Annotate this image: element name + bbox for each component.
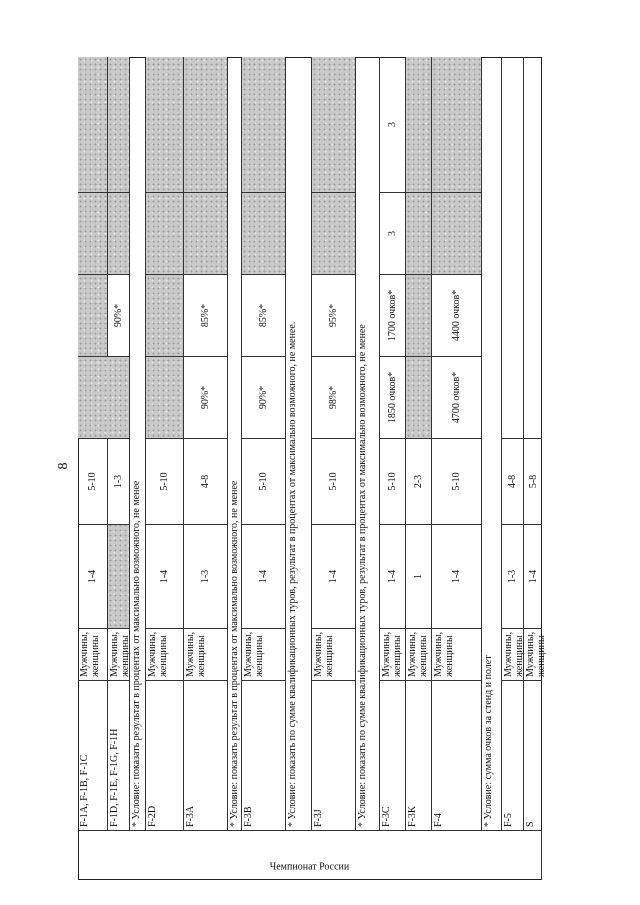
place-cell xyxy=(380,524,406,628)
place-cell xyxy=(380,438,406,524)
shaded-cell xyxy=(406,57,432,192)
class-label: F-4 xyxy=(433,813,444,827)
shaded-cell xyxy=(432,192,482,274)
class-label: F-3K xyxy=(407,805,418,827)
class-label: F-2D xyxy=(147,805,158,827)
count-cell xyxy=(380,192,406,274)
value: 5-8 xyxy=(527,474,539,489)
value: 98%* xyxy=(328,385,339,410)
value: 1-3 xyxy=(200,569,211,584)
value: 85%* xyxy=(258,303,269,328)
gender-label: Мужчины, женщины xyxy=(185,631,207,677)
gender-label: Мужчины, женщины xyxy=(433,631,455,677)
gender-label: Мужчины, женщины xyxy=(79,631,101,677)
note-text: * Условие: показать по сумме квалификационных туров, результат в процентах от максимально возможного, не менее xyxy=(357,324,368,827)
place-cell xyxy=(146,438,184,524)
note-row xyxy=(482,57,502,830)
percent-cell xyxy=(312,356,356,438)
place-cell xyxy=(184,524,228,628)
table-row-cls xyxy=(380,680,406,830)
value: 2-3 xyxy=(413,474,424,489)
class-label: F-3C xyxy=(381,806,392,827)
place-cell xyxy=(502,524,524,628)
gender-cell xyxy=(184,628,228,680)
gender-cell xyxy=(502,628,524,680)
gender-label: Мужчины, женщины xyxy=(381,631,403,677)
note-text: * Условие: показать результат в процентах от максимально возможного, не менее xyxy=(229,480,240,827)
shaded-cell xyxy=(78,192,108,274)
note-row xyxy=(228,57,242,830)
gender-label: Мужчины, женщины xyxy=(147,631,169,677)
gender-cell xyxy=(242,628,286,680)
shaded-cell xyxy=(184,192,228,274)
place-cell xyxy=(146,524,184,628)
shaded-cell xyxy=(146,274,184,356)
points-cell xyxy=(380,356,406,438)
table-row-cls xyxy=(242,680,286,830)
place-cell xyxy=(502,438,524,524)
value: 90%* xyxy=(113,303,124,328)
shaded-cell xyxy=(146,192,184,274)
percent-cell xyxy=(184,356,228,438)
percent-cell xyxy=(184,274,228,356)
shaded-cell xyxy=(108,192,130,274)
class-label: F-1A, F-1B, F-1C xyxy=(79,754,90,827)
shaded-cell xyxy=(184,57,228,192)
value: 95%* xyxy=(328,303,339,328)
class-label: F-3A xyxy=(185,805,196,827)
note-row xyxy=(286,57,312,830)
shaded-cell xyxy=(406,356,432,438)
shaded-cell xyxy=(432,57,482,192)
place-cell xyxy=(432,524,482,628)
value: 90%* xyxy=(258,385,269,410)
value: 1-4 xyxy=(328,569,339,584)
place-cell xyxy=(108,438,130,524)
table-row-cls xyxy=(406,680,432,830)
place-cell xyxy=(524,524,542,628)
value: 1-4 xyxy=(159,569,170,584)
percent-cell xyxy=(242,274,286,356)
place-cell xyxy=(78,438,108,524)
value: 4-8 xyxy=(200,474,211,489)
value: 1-3 xyxy=(507,569,518,584)
gender-label: Мужчины, женщины xyxy=(313,631,335,677)
gender-cell xyxy=(380,628,406,680)
note-text: * Условие: показать по сумме квалификационных туров, результат в процентах от максимально возможного, не менее. xyxy=(287,321,298,827)
percent-cell xyxy=(312,274,356,356)
points-cell xyxy=(432,356,482,438)
empty-cell xyxy=(524,57,542,438)
shaded-cell xyxy=(312,192,356,274)
place-cell xyxy=(406,438,432,524)
shaded-cell xyxy=(108,524,130,628)
percent-cell xyxy=(242,356,286,438)
place-cell xyxy=(242,438,286,524)
value: 1 xyxy=(413,574,424,579)
value: 5-10 xyxy=(387,472,398,491)
value: 3 xyxy=(387,231,398,236)
place-cell xyxy=(78,524,108,628)
note-text: * Условие: показать результат в процентах от максимально возможного, не менее xyxy=(131,480,142,827)
value: 5-10 xyxy=(87,472,98,491)
class-label: F-3B xyxy=(243,806,254,827)
note-text: * Условие: сумма очков за стенд и полет xyxy=(483,655,494,827)
place-cell xyxy=(432,438,482,524)
shaded-cell xyxy=(146,57,184,192)
gender-cell xyxy=(432,628,482,680)
shaded-cell xyxy=(406,274,432,356)
category-label: Чемпионат России xyxy=(269,861,350,873)
value: 1-4 xyxy=(258,569,269,584)
shaded-cell xyxy=(242,192,286,274)
value: 5-10 xyxy=(328,472,339,491)
place-cell xyxy=(184,438,228,524)
gender-cell xyxy=(524,628,547,680)
table-row-cls xyxy=(524,680,542,830)
percent-cell xyxy=(108,274,130,356)
value: 3 xyxy=(387,122,398,127)
value: 1-4 xyxy=(451,569,462,584)
gender-label: Мужчины, женщины xyxy=(503,631,525,677)
class-label: F-1D, F-1E, F-1G, F-1H xyxy=(109,728,120,827)
gender-cell xyxy=(406,628,432,680)
note-row xyxy=(130,57,146,830)
value: 90%* xyxy=(200,385,211,410)
table-row-cls xyxy=(502,680,524,830)
table-row-cls xyxy=(108,680,130,830)
shaded-cell xyxy=(78,356,130,438)
gender-cell xyxy=(312,628,356,680)
value: 1700 очков* xyxy=(387,289,398,342)
shaded-cell xyxy=(242,57,286,192)
shaded-cell xyxy=(78,57,108,192)
gender-label: Мужчины, женщины xyxy=(109,631,131,677)
value: 4700 очков* xyxy=(451,371,462,424)
note-row xyxy=(356,57,380,830)
table-row-cls xyxy=(432,680,482,830)
shaded-cell xyxy=(406,192,432,274)
place-cell xyxy=(312,524,356,628)
gender-cell xyxy=(108,628,130,680)
shaded-cell xyxy=(312,57,356,192)
empty-cell xyxy=(502,57,524,438)
value: 1-4 xyxy=(87,569,98,584)
place-cell xyxy=(406,524,432,628)
category-cell xyxy=(78,830,542,880)
value: 85%* xyxy=(200,303,211,328)
class-label: S xyxy=(525,821,536,827)
table-row-cls xyxy=(184,680,228,830)
table-row-cls xyxy=(146,680,184,830)
points-cell xyxy=(380,274,406,356)
shaded-cell xyxy=(108,57,130,192)
value: 1-4 xyxy=(527,569,539,584)
table-row-cls xyxy=(312,680,356,830)
table-row-cls xyxy=(78,680,108,830)
table xyxy=(78,57,547,880)
value: 5-10 xyxy=(258,472,269,491)
value: 1-3 xyxy=(113,474,124,489)
place-cell xyxy=(242,524,286,628)
class-label: F-5 xyxy=(503,813,514,827)
place-cell xyxy=(524,438,542,524)
value: 1-4 xyxy=(387,569,398,584)
gender-label: Мужчины, женщины xyxy=(525,631,547,677)
gender-cell xyxy=(146,628,184,680)
value: 5-10 xyxy=(159,472,170,491)
gender-cell xyxy=(78,628,108,680)
gender-label: Мужчины, женщины xyxy=(243,631,265,677)
value: 1850 очков* xyxy=(387,371,398,424)
count-cell xyxy=(380,57,406,192)
shaded-cell xyxy=(78,274,108,356)
value: 4400 очков* xyxy=(451,289,462,342)
points-cell xyxy=(432,274,482,356)
value: 5-10 xyxy=(451,472,462,491)
value: 4-8 xyxy=(507,474,518,489)
place-cell xyxy=(312,438,356,524)
gender-label: Мужчины, женщины xyxy=(407,631,429,677)
shaded-cell xyxy=(146,356,184,438)
class-label: F-3J xyxy=(313,809,324,827)
page-number: 8 xyxy=(56,462,71,470)
